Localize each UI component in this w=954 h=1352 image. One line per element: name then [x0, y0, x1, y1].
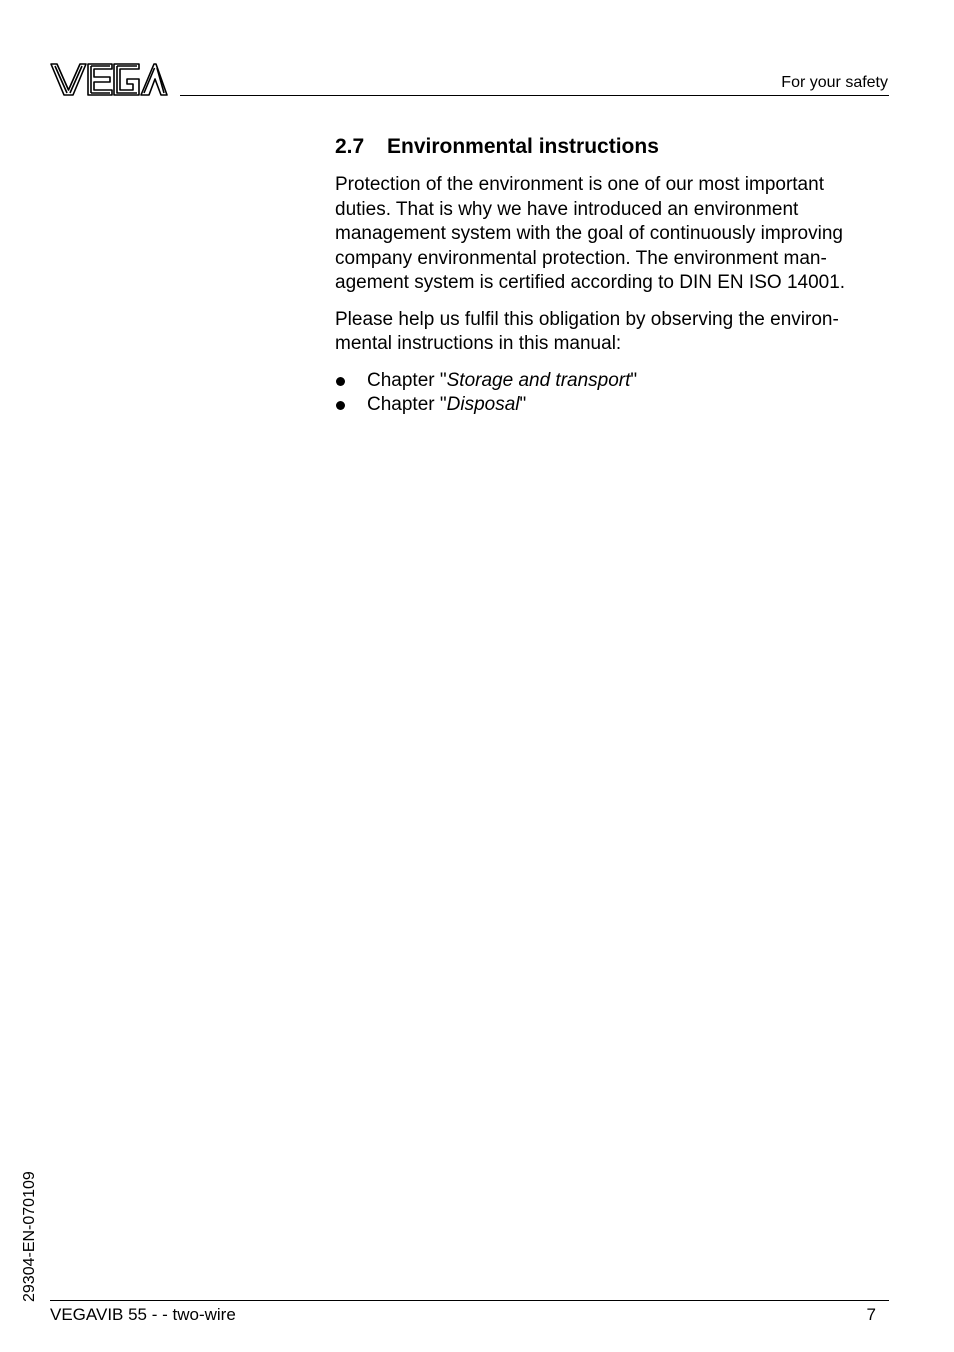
bullet-dot-icon — [336, 401, 345, 410]
footer-rule — [50, 1300, 889, 1301]
list-item — [335, 369, 895, 394]
paragraph-line: Protection of the environment is one of our most important — [335, 174, 824, 195]
list-item-prefix: Chapter " — [367, 394, 447, 415]
chapter-name: Disposal — [446, 394, 520, 415]
paragraph-line: Please help us fulfil this obligation by observing the environ- — [335, 308, 839, 330]
paragraph-line: duties. That is why we have introduced an environment — [335, 198, 799, 220]
list-item-suffix: " — [630, 369, 638, 391]
paragraph-obligation — [335, 308, 895, 357]
header-rule — [180, 95, 889, 96]
bullet-dot-icon — [336, 377, 345, 386]
list-item-suffix: " — [519, 394, 527, 415]
list-item — [335, 393, 895, 418]
vega-logo — [50, 62, 168, 98]
paragraph-line: management system with the goal of continuously improving — [335, 223, 843, 244]
section-number: 2.7 — [335, 135, 365, 158]
section-heading — [335, 134, 895, 160]
chapter-name: Storage and transport — [446, 369, 631, 391]
paragraph-line: mental instructions in this manual: — [335, 333, 622, 354]
header-section-title: For your safety — [781, 74, 888, 91]
list-item-prefix: Chapter " — [367, 369, 447, 391]
paragraph-line: company environmental protection. The environment man- — [335, 247, 827, 269]
paragraph-environment-protection — [335, 173, 895, 296]
chapter-reference-list — [335, 369, 895, 418]
main-content — [335, 134, 895, 418]
section-title: Environmental instructions — [387, 135, 659, 158]
page-number: 7 — [866, 1305, 876, 1324]
document-id: 29304-EN-070109 — [21, 1171, 38, 1302]
paragraph-line: agement system is certified according to DIN EN ISO 14001. — [335, 272, 846, 293]
footer-product-name: VEGAVIB 55 - - two-wire — [50, 1305, 236, 1324]
